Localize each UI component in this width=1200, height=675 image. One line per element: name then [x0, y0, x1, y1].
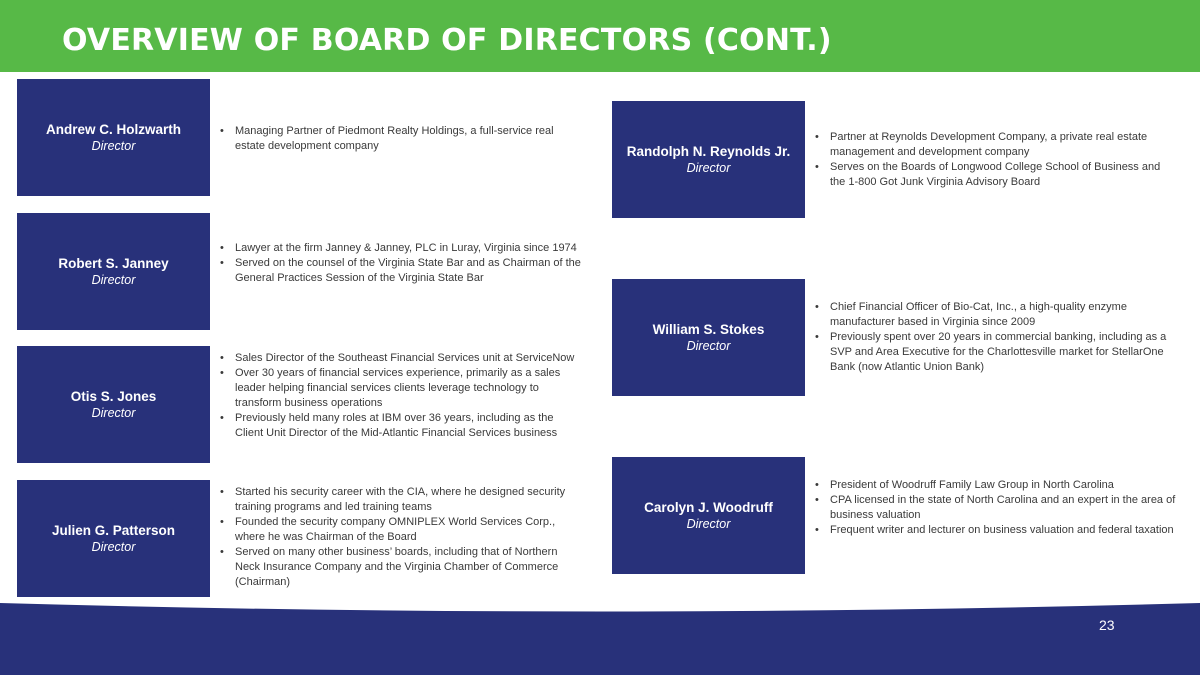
director-bio-patterson [217, 485, 582, 590]
director-bio-woodruff [812, 478, 1177, 538]
bio-bullet: • President of Woodruff Family Law Group in North Carolina [812, 478, 1177, 493]
director-role: Director [91, 539, 136, 554]
bio-bullet: • Served on many other business’ boards, including that of Northern Neck Insurance Company and the Virginia Chamber of Commerce (Chairman) [217, 545, 582, 590]
director-role: Director [91, 272, 136, 287]
director-role: Director [91, 405, 136, 420]
director-name: William S. Stokes [652, 321, 765, 337]
director-card-holzwarth [17, 79, 210, 196]
director-card-jones [17, 346, 210, 463]
bio-bullet: • Previously spent over 20 years in commercial banking, including as a SVP and Area Executive for the Charlottesville market for StellarOne Bank (now Atlantic Union Bank) [812, 330, 1177, 375]
bio-bullet: • Managing Partner of Piedmont Realty Holdings, a full-service real estate development company [217, 124, 582, 154]
bio-bullet: • Started his security career with the CIA, where he designed security training programs and led training teams [217, 485, 582, 515]
director-bio-jones [217, 351, 582, 441]
bio-bullet: • CPA licensed in the state of North Carolina and an expert in the area of business valuation [812, 493, 1177, 523]
bio-bullet: • Lawyer at the firm Janney & Janney, PLC in Luray, Virginia since 1974 [217, 241, 582, 256]
bio-bullet: • Previously held many roles at IBM over 36 years, including as the Client Unit Director of the Mid-Atlantic Financial Services business [217, 411, 582, 441]
director-bio-holzwarth [217, 124, 582, 154]
director-role: Director [686, 516, 731, 531]
director-name: Otis S. Jones [70, 388, 157, 404]
bio-bullet: • Frequent writer and lecturer on business valuation and federal taxation [812, 523, 1177, 538]
bio-bullet: • Served on the counsel of the Virginia State Bar and as Chairman of the General Practices Session of the Virginia State Bar [217, 256, 582, 286]
bio-bullet: • Serves on the Boards of Longwood College School of Business and the 1-800 Got Junk Virginia Advisory Board [812, 160, 1177, 190]
director-name: Randolph N. Reynolds Jr. [626, 143, 791, 159]
page-title: OVERVIEW OF BOARD OF DIRECTORS (CONT.) [62, 23, 832, 58]
director-card-woodruff [612, 457, 805, 574]
director-name: Julien G. Patterson [51, 522, 176, 538]
bio-bullet: • Founded the security company OMNIPLEX World Services Corp., where he was Chairman of the Board [217, 515, 582, 545]
director-role: Director [686, 160, 731, 175]
director-bio-stokes [812, 300, 1177, 375]
bio-bullet: • Partner at Reynolds Development Company, a private real estate management and development company [812, 130, 1177, 160]
director-role: Director [686, 338, 731, 353]
director-bio-reynolds [812, 130, 1177, 190]
director-role: Director [91, 138, 136, 153]
director-name: Carolyn J. Woodruff [644, 499, 773, 515]
page-number: 23 [1099, 617, 1115, 633]
director-bio-janney [217, 241, 582, 286]
bio-bullet: • Chief Financial Officer of Bio-Cat, Inc., a high-quality enzyme manufacturer based in Virginia since 2009 [812, 300, 1177, 330]
director-name: Robert S. Janney [58, 255, 169, 271]
bio-bullet: • Over 30 years of financial services experience, primarily as a sales leader helping financial services clients leverage technology to transform business operations [217, 366, 582, 411]
director-card-janney [17, 213, 210, 330]
bio-bullet: • Sales Director of the Southeast Financial Services unit at ServiceNow [217, 351, 582, 366]
director-card-reynolds [612, 101, 805, 218]
director-card-stokes [612, 279, 805, 396]
footer-band [0, 600, 1200, 675]
director-name: Andrew C. Holzwarth [45, 121, 181, 137]
director-card-patterson [17, 480, 210, 597]
